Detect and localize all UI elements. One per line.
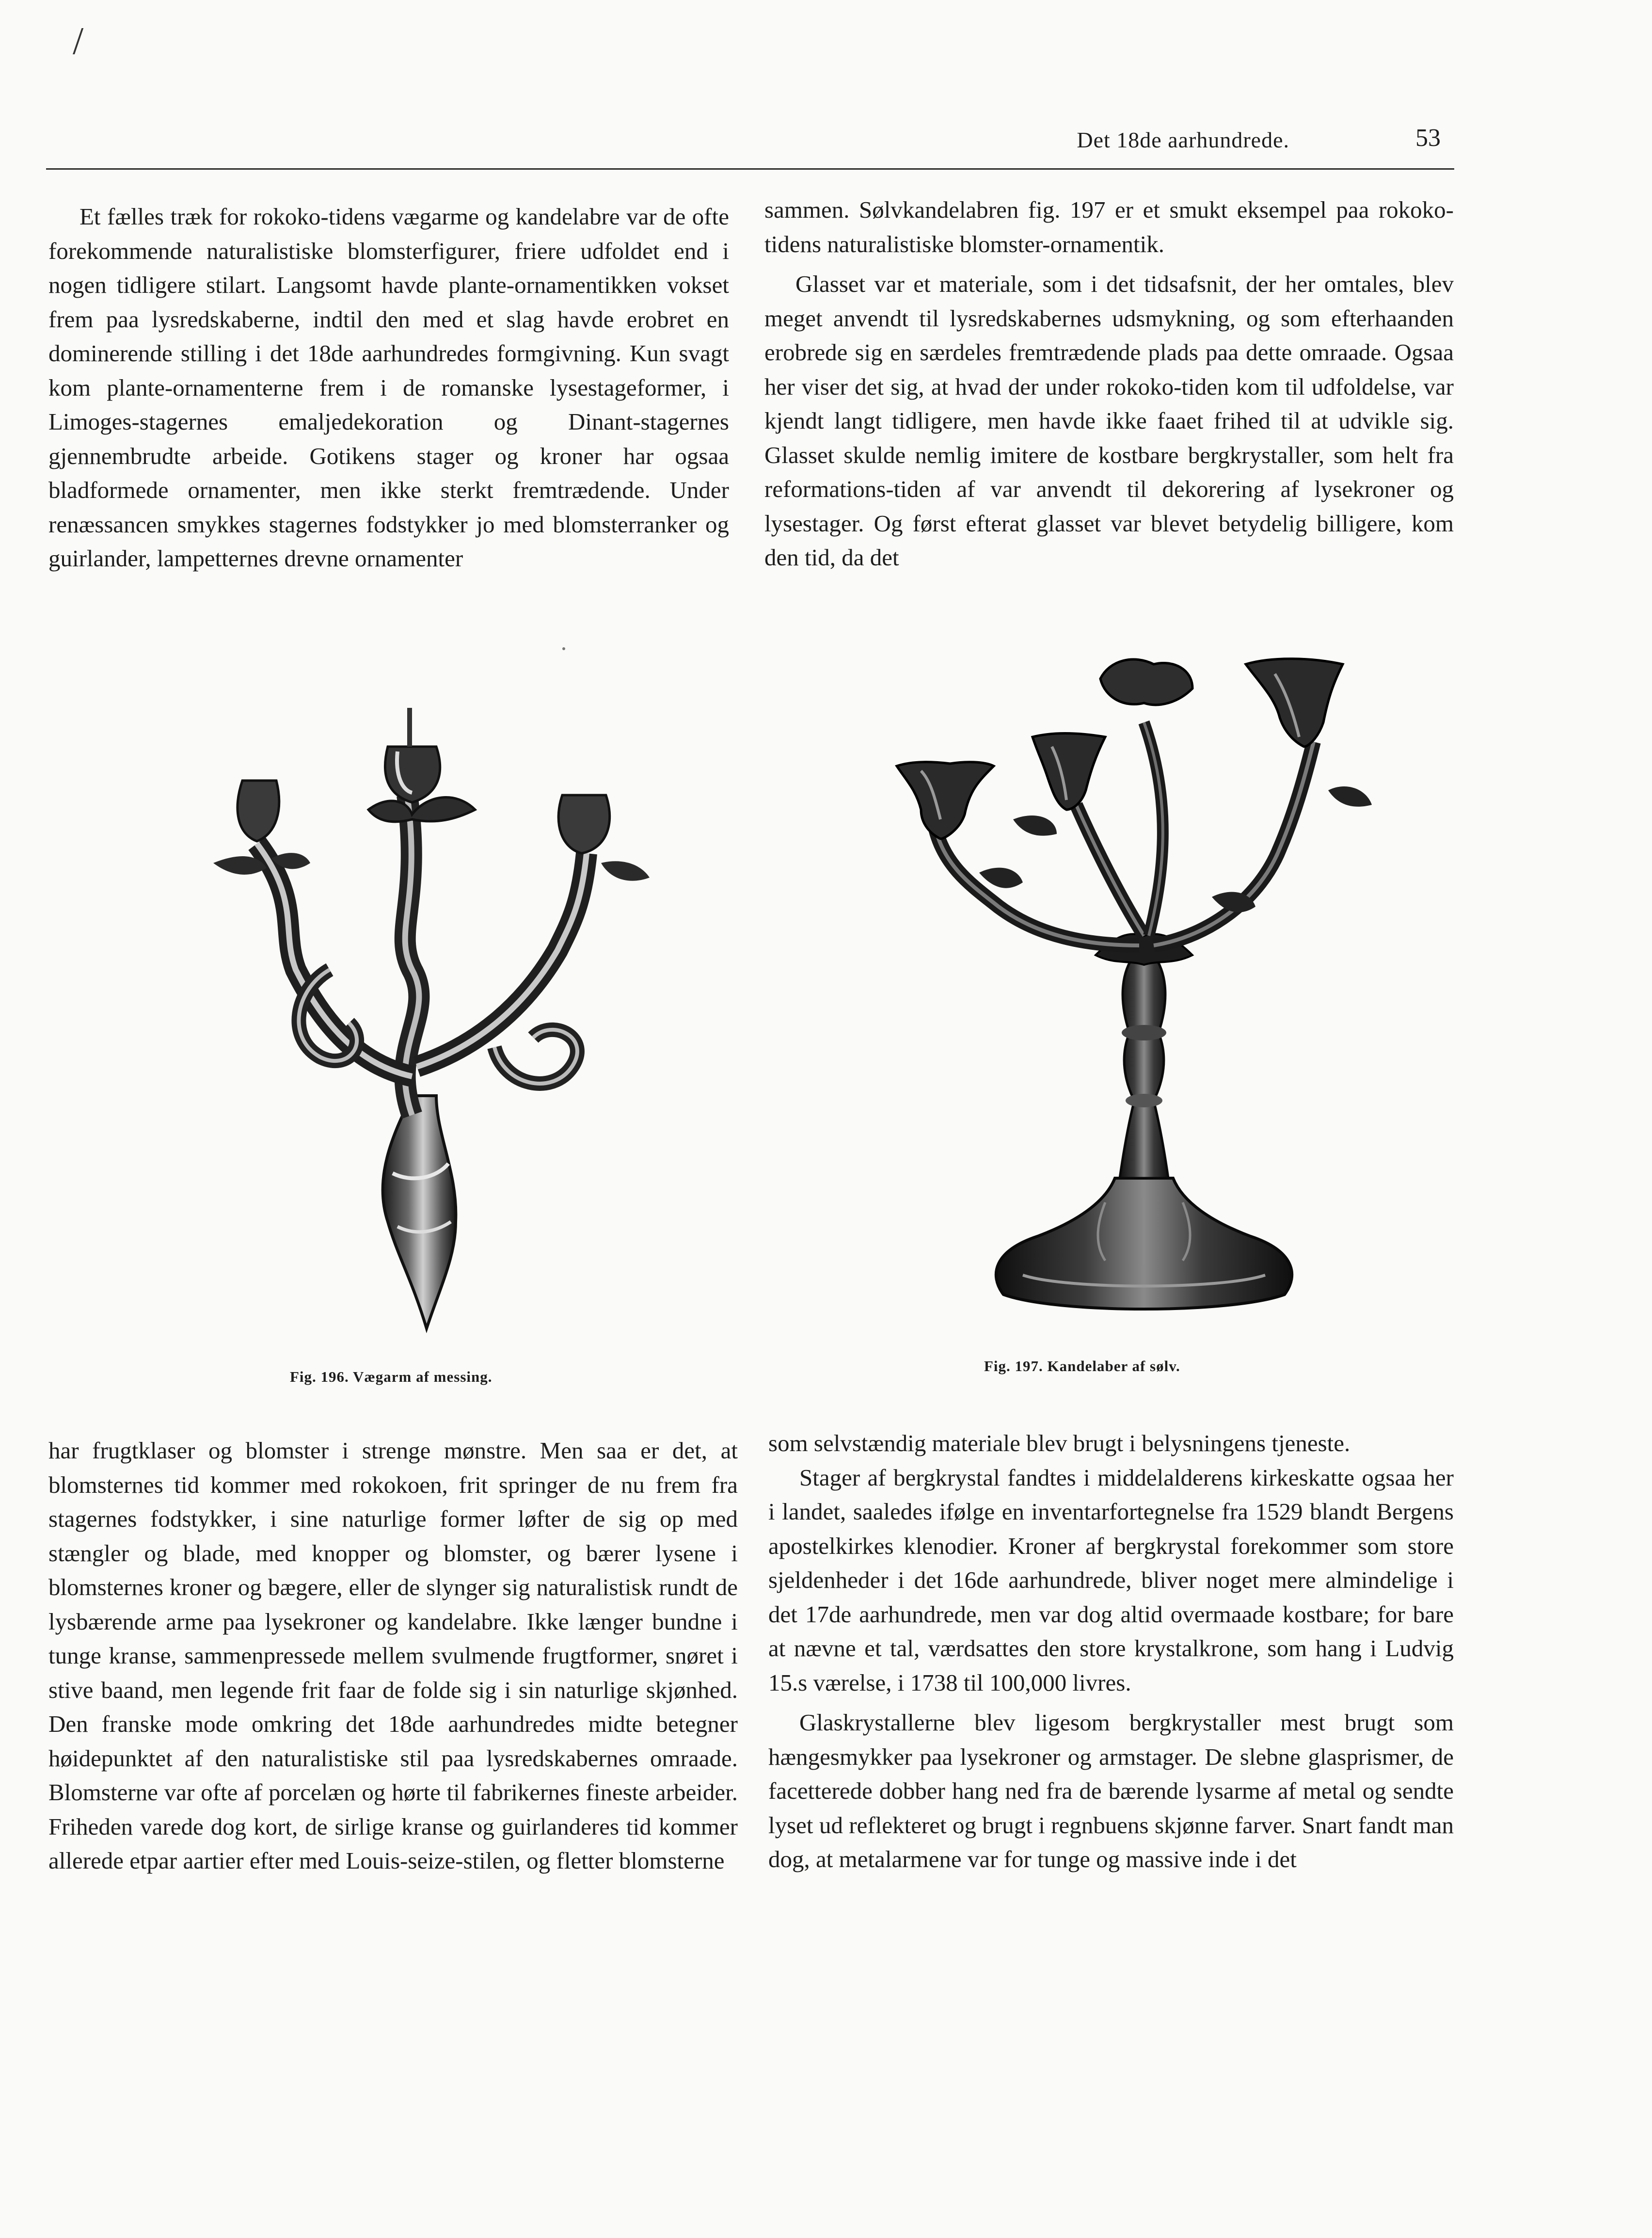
text-column-bottom-right <box>768 1426 1454 1877</box>
text-column-top-left <box>48 200 729 576</box>
paragraph: Glaskrystallerne blev ligesom bergkrystaller mest brugt som hængesmykker paa lysekroner og armstager. De slebne glasprismer, de facetterede dobber hang ned fra de bærende lysarme af metal og sendte lyset ud reflekteret og brugt i regnbuens skjønne farver. Snart fandt man dog, at metalarmene var for tunge og massive inde i det <box>768 1709 1454 1872</box>
candelabrum-illustration <box>892 645 1483 1333</box>
running-head: Det 18de aarhundrede. <box>1077 128 1289 152</box>
text-column-bottom-left <box>48 1434 738 1878</box>
corner-pencil-mark: / <box>73 20 84 63</box>
page-number: 53 <box>1415 124 1441 152</box>
wall-sconce-illustration <box>184 698 679 1343</box>
paragraph: Stager af bergkrystal fandtes i middelalderens kirkeskatte ogsaa her i landet, saaledes ifølge en inventarfortegnelse fra 1529 blandt Bergens apostelkirkes klenodier. Kroner af bergkrystal forekommer som store sjeldenheder i det 16de aarhundrede, bliver noget mere almindelige i det 17de aarhundrede, men var dog altid overmaade kostbare; for bare at nævne et tal, værdsattes den store krystalkrone, som hang i Ludvig 15.s værelse, i 1738 til 100,000 livres. <box>768 1464 1454 1696</box>
paragraph: som selvstændig materiale blev brugt i belysningens tjeneste. <box>768 1430 1350 1456</box>
text-column-top-right <box>764 193 1454 575</box>
figure-caption-196: Fig. 196. Vægarm af messing. <box>290 1368 492 1385</box>
figure-wall-sconce <box>184 698 679 1343</box>
print-speck <box>562 647 565 650</box>
figure-candelabrum <box>892 645 1483 1333</box>
figure-caption-197: Fig. 197. Kandelaber af sølv. <box>984 1358 1180 1375</box>
paragraph: sammen. Sølvkandelabren fig. 197 er et smukt eksempel paa rokoko-tidens naturalistiske blomster-ornamentik. <box>764 196 1454 257</box>
paragraph: Glasset var et materiale, som i det tidsafsnit, der her omtales, blev meget anvendt til lysredskabernes udsmykning, og som efterhaanden erobrede sig en særdeles fremtrædende plads paa dette omraade. Ogsaa her viser det sig, at hvad der under rokoko-tiden kom til udfoldelse, var kjendt langt tidligere, men havde ikke faaet frihed til at udvikle sig. Glasset skulde nemlig imitere de kostbare bergkrystaller, som helt fra reformations-tiden af var anvendt til dekorering af lysekroner og lysestager. Og først efterat glasset var blevet betydelig billigere, kom den tid, da det <box>764 271 1454 571</box>
header-rule <box>46 168 1454 170</box>
paragraph: Et fælles træk for rokoko-tidens vægarme og kandelabre var de ofte forekommende naturalistiske blomsterfigurer, friere udfoldet end i nogen tidligere stilart. Langsomt havde plante-ornamentikken vokset frem paa lysredskaberne, indtil den med et slag havde erobret en dominerende stilling i det 18de aarhundredes formgivning. Kun svagt kom plante-ornamenterne frem i de romanske lysestageformer, i Limoges-stagernes emaljedekoration og Dinant-stagernes gjennembrudte arbeide. Gotikens stager og kroner har ogsaa bladformede ornamenter, men ikke sterkt fremtrædende. Under renæssancen smykkes stagernes fodstykker jo med blomsterranker og guirlander, lampetternes drevne ornamenter <box>48 203 729 572</box>
paragraph: har frugtklaser og blomster i strenge mønstre. Men saa er det, at blomsternes tid kommer med rokokoen, frit springer de nu frem fra stagernes fodstykker, i sine naturlige former løfter de sig op med stængler og blade, med knopper og blomster, og bærer lysene i blomsternes kroner og bægere, eller de slynger sig naturalistisk rundt de lysbærende arme paa lysekroner og kandelabre. Ikke længer bundne i tunge kranse, sammenpressede mellem svulmende frugtformer, snøret i stive baand, men legende frit faar de folde sig i sin naturlige skjønhed. Den franske mode omkring det 18de aarhundredes midte betegner høidepunktet af den naturalistiske stil paa lysredskabernes omraade. Blomsterne var ofte af porcelæn og hørte til fabrikernes fineste arbeider. Friheden varede dog kort, de sirlige kranse og guirlanderes tid kommer allerede etpar aartier efter med Louis-seize-stilen, og fletter blomsterne <box>48 1437 738 1874</box>
